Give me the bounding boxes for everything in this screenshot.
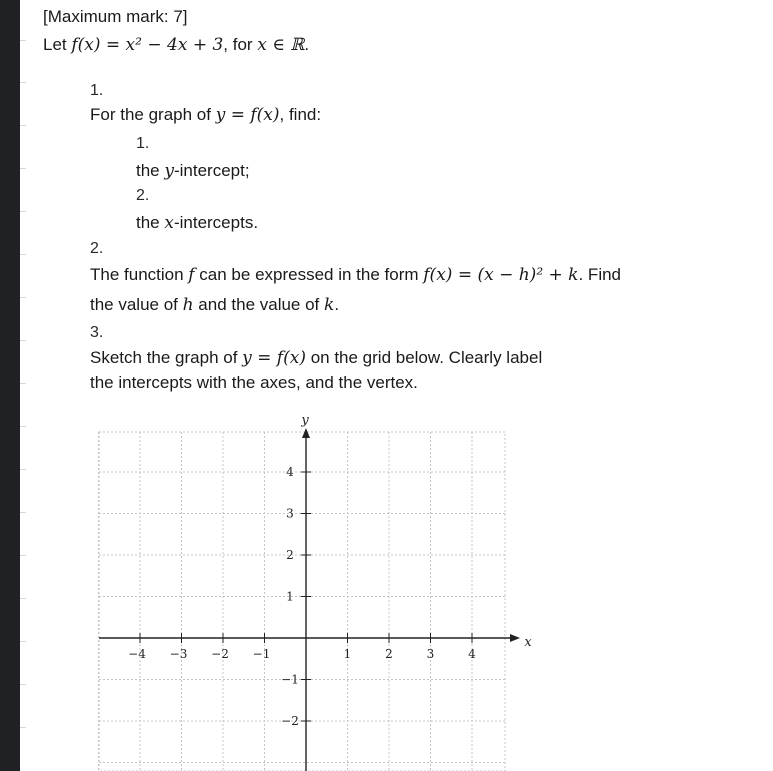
x-tick-label: −4 — [128, 647, 146, 661]
x-tick-label: 1 — [343, 647, 352, 661]
q1-2-suffix: -intercepts. — [173, 213, 259, 232]
y-tick-label: −2 — [281, 714, 299, 728]
x-tick-label: 2 — [385, 647, 393, 661]
y-axis-arrow — [302, 428, 310, 438]
y-tick-label: −1 — [281, 672, 299, 687]
question-2-line-1 — [90, 264, 621, 286]
q2-line2-end: . — [334, 295, 340, 314]
x-tick-label: −1 — [252, 647, 271, 661]
q3-math: y = f(x) — [242, 348, 306, 368]
q1-1-prefix: the — [136, 161, 165, 180]
q2-suffix: . Find — [578, 265, 622, 284]
question-1-1-number: 1. — [136, 135, 150, 152]
y-tick-label: 3 — [286, 506, 294, 521]
q3-prefix: Sketch the graph of — [90, 348, 243, 367]
x-tick-label: 3 — [426, 647, 435, 661]
q2-k: k — [324, 295, 335, 315]
q3-suffix: on the grid below. Clearly label — [305, 348, 543, 367]
intro-end: . — [304, 35, 310, 54]
max-mark — [43, 6, 188, 28]
question-3-line-2: the intercepts with the axes, and the vertex. — [90, 373, 418, 392]
question-3-number: 3. — [90, 324, 104, 341]
question-1-number: 1. — [90, 82, 104, 99]
question-2-number: 2. — [90, 240, 104, 257]
grid-lines — [99, 432, 506, 771]
function-domain: x ∈ ℝ — [257, 35, 305, 55]
q2-mid: can be expressed in the form — [194, 265, 424, 284]
q2-h: h — [182, 295, 194, 315]
q1-1-suffix: -intercept; — [173, 161, 250, 180]
x-tick-label: 4 — [468, 647, 476, 661]
y-axis-label: y — [301, 413, 309, 428]
x-axis-label: x — [524, 635, 532, 650]
grid-border — [99, 432, 505, 771]
q2-vertex-form: f(x) = (x − h)² + k — [423, 265, 579, 285]
x-tick-label: −3 — [169, 647, 188, 661]
y-tick-label: 2 — [286, 548, 294, 562]
function-definition: f(x) = x² − 4x + 3 — [71, 35, 224, 55]
q1-prefix: For the graph of — [90, 105, 216, 124]
q1-math: y = f(x) — [215, 105, 280, 125]
axes — [99, 428, 520, 771]
intro-prefix: Let — [43, 35, 72, 54]
question-2-line-2 — [90, 294, 339, 316]
question-1-1-text — [136, 160, 250, 182]
q1-2-prefix: the — [136, 213, 165, 232]
y-tick-label: 4 — [286, 465, 294, 479]
question-1-text — [90, 104, 321, 126]
q1-suffix: , find: — [279, 105, 322, 124]
question-3-line-1 — [90, 347, 542, 369]
intro-line — [43, 34, 309, 56]
q2-prefix: The function — [90, 265, 189, 284]
question-1-2-number: 2. — [136, 187, 150, 204]
max-mark-text: [Maximum mark: 7] — [43, 7, 188, 26]
intro-mid: , for — [223, 35, 258, 54]
answer-grid[interactable] — [90, 404, 540, 771]
q2-function-name: f — [188, 265, 195, 285]
q2-line2-mid: and the value of — [193, 295, 325, 314]
q2-line2-prefix: the value of — [90, 295, 183, 314]
x-tick-label: −2 — [211, 647, 229, 661]
q1-1-math: y — [164, 161, 174, 181]
x-axis-arrow — [510, 634, 520, 642]
question-1-2-text — [136, 212, 258, 234]
y-tick-label: 1 — [286, 589, 294, 604]
q1-2-math: x — [164, 213, 174, 233]
